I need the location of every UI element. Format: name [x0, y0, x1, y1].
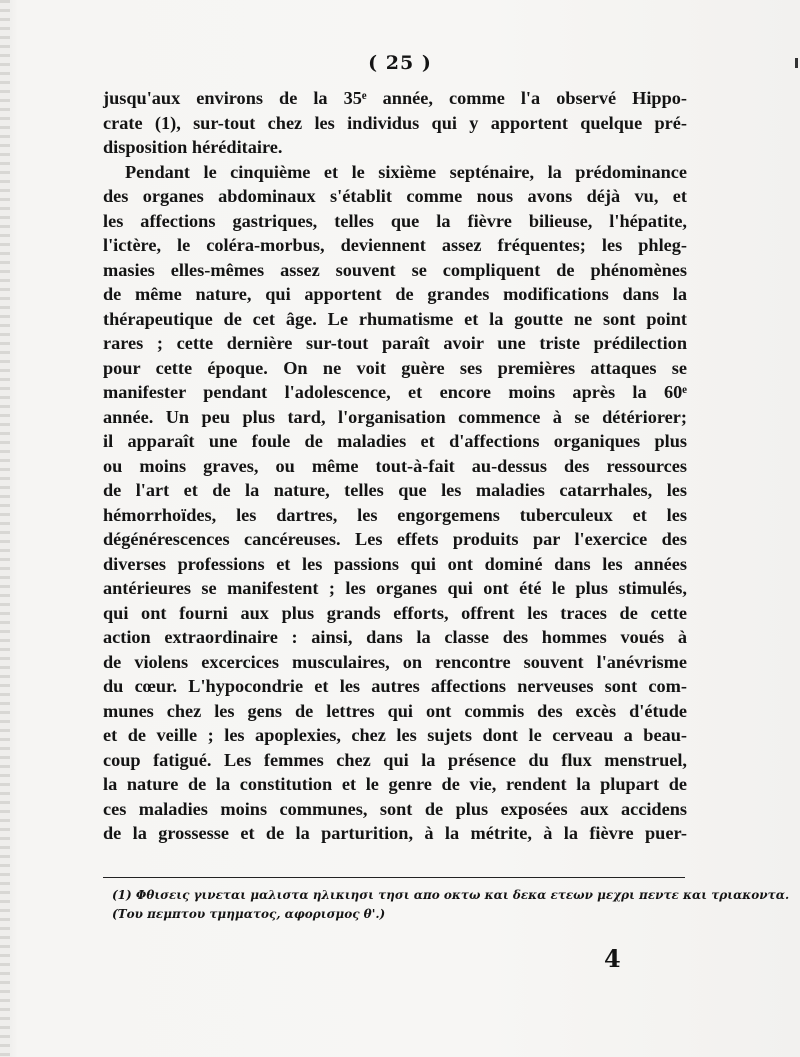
footnote-rule [103, 877, 685, 878]
body-line: coup fatigué. Les femmes chez qui la présence du flux menstruel, [103, 749, 687, 770]
page-binding-edge [0, 0, 10, 1057]
body-line: rares ; cette dernière sur-tout paraît avoir une triste prédilection [103, 333, 687, 353]
page-number: ( 25 ) [368, 52, 432, 74]
body-line: des organes abdominaux s'établit comme nous avons déjà vu, et [103, 186, 687, 206]
body-line: masies elles-mêmes assez souvent se compliquent de phénomènes [103, 259, 687, 280]
signature-mark: 4 [604, 944, 621, 973]
body-line: dégénérescences cancéreuses. Les effets produits par l'exercice des [103, 529, 687, 549]
body-line: les affections gastriques, telles que la fièvre bilieuse, l'hépatite, [103, 210, 687, 231]
body-line: manifester pendant l'adolescence, et encore moins après la 60ᵉ [103, 382, 687, 402]
body-line: de même nature, qui apportent de grandes modifications dans la [103, 284, 687, 304]
body-line: action extraordinaire : ainsi, dans la classe des hommes voués à [103, 627, 687, 647]
body-line: jusqu'aux environs de la 35ᵉ année, comme l'a observé Hippo- [103, 88, 687, 108]
body-line: ou moins graves, ou même tout-à-fait au-dessus des ressources [103, 455, 687, 476]
body-line: antérieures se manifestent ; les organes qui ont été le plus stimulés, [103, 578, 687, 598]
body-line: qui ont fourni aux plus grands efforts, offrent les traces de cette [103, 602, 687, 623]
footnote [112, 886, 790, 924]
body-line: pour cette époque. On ne voit guère ses premières attaques se [103, 357, 687, 378]
body-line: crate (1), sur-tout chez les individus qui y apportent quelque pré- [103, 112, 687, 133]
body-line: de l'art et de la nature, telles que les maladies catarrhales, les [103, 480, 687, 500]
body-text [103, 86, 687, 846]
body-line: ces maladies moins communes, sont de plus exposées aux accidens [103, 798, 687, 819]
body-line: thérapeutique de cet âge. Le rhumatisme et la goutte ne sont point [103, 308, 687, 329]
body-line: il apparaît une foule de maladies et d'affections organiques plus [103, 431, 687, 451]
footnote-line: (Του πεμπτου τμηματος, αφορισμος θ'.) [112, 907, 386, 921]
footnote-line: (1) Φθισεις γινεται μαλιστα ηλικιησι τησι απο οκτω και δεκα ετεων μεχρι πεντε και τριακοντα. [112, 888, 790, 902]
body-line: année. Un peu plus tard, l'organisation commence à se détériorer; [103, 406, 687, 427]
body-line: hémorrhoïdes, les dartres, les engorgemens tuberculeux et les [103, 504, 687, 525]
body-line: munes chez les gens de lettres qui ont commis des excès d'étude [103, 700, 687, 721]
body-line: de la grossesse et de la parturition, à la métrite, à la fièvre puer- [103, 823, 687, 843]
body-line: diverses professions et les passions qui ont dominé dans les années [103, 553, 687, 574]
body-line: l'ictère, le coléra-morbus, deviennent assez fréquentes; les phleg- [103, 235, 687, 255]
body-line: du cœur. L'hypocondrie et les autres affections nerveuses sont com- [103, 676, 687, 696]
body-line: et de veille ; les apoplexies, chez les sujets dont le cerveau a beau- [103, 725, 687, 745]
body-line: la nature de la constitution et le genre de vie, rendent la plupart de [103, 774, 687, 794]
body-line: de violens excercices musculaires, on rencontre souvent l'anévrisme [103, 651, 687, 672]
body-line: disposition héréditaire. [103, 137, 283, 157]
body-line: Pendant le cinquième et le sixième septénaire, la prédominance [125, 161, 687, 182]
